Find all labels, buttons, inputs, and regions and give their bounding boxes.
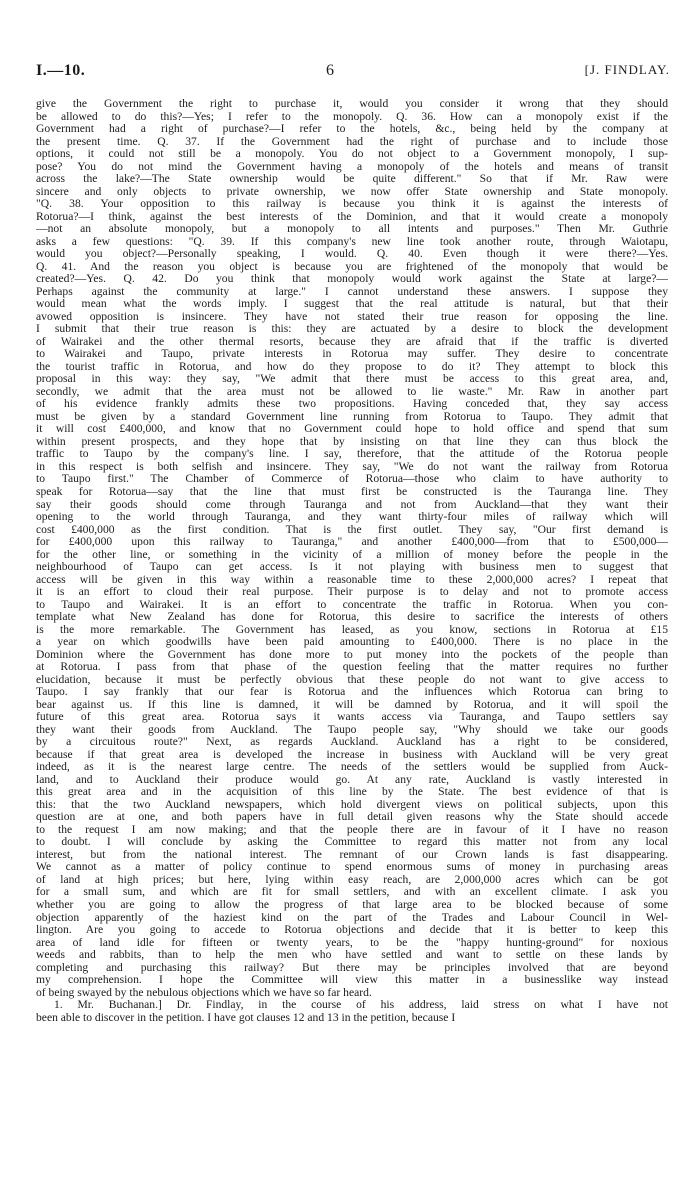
text-line: in this respect is both selfish and insincere. They say, "We do not want the railway from Rotorua	[36, 460, 668, 473]
text-line: of being swayed by the nebulous objections which we have so far heard.	[36, 986, 372, 999]
text-line: question are at one, and both papers have in full detail given reasons why the State should accede	[36, 811, 668, 824]
text-line: opening to the world through Tauranga, and they want thirty-four miles of railway which will	[36, 511, 668, 524]
text-line: Perhaps against the community at large." I cannot understand these answers. I suppose they	[36, 285, 668, 298]
text-line: sincere and only objects to private ownership, we now offer State ownership and State monopoly.	[36, 185, 668, 198]
text-line: bear against us. If this line is damned, it will be damned by Rotorua, and it will spoil the	[36, 698, 668, 711]
text-line: for a small sum, and which are fit for small settlers, and with an excellent climate. I ask you	[36, 886, 668, 899]
text-line: my comprehension. I hope the Committee will view this matter in a businesslike way instead	[36, 974, 668, 987]
text-line: lington. Are you going to accede to Rotorua objections and decide that it is better to keep this	[36, 924, 668, 937]
text-line: of land at high prices; but here, lying within easy reach, are 2,000,000 acres which can be got	[36, 873, 668, 886]
text-line: Dominion where the Government has done more to put money into the pockets of the people than	[36, 648, 668, 661]
text-line: options, it could not still be a monopoly. You do not object to a Government monopoly, I sup-	[36, 148, 668, 161]
text-line: whether you are going to allow the progress of that large area to be blocked because of some	[36, 899, 668, 911]
text-line: completing and purchasing this railway? But there may be principles involved that are beyond	[36, 961, 668, 974]
text-line: neighbourhood of Taupo can get access. Is it not playing with business men to suggest that	[36, 561, 668, 574]
text-line: because if that great area is developed the increase in business with Auckland will be very great	[36, 748, 668, 761]
text-line: asks a few questions: "Q. 39. If this company's new line took another route, through Waiotapu,	[36, 235, 668, 248]
text-line: would you object?—Personally speaking, I would. Q. 40. Even though it were there?—Yes.	[36, 248, 668, 261]
document-reference: I.—10.	[36, 62, 86, 79]
text-line: it is an effort to cloud their real purpose. Their purpose is to delay and not to promote access	[36, 586, 668, 599]
text-line: proposal in this way: they say, "We admit that there must be access to this great area, and,	[36, 373, 668, 386]
text-line: objection apparently of the haziest kind on the part of the Trades and Labour Council in Wel-	[36, 911, 668, 924]
text-line: it will cost £400,000, and know that no Government could hope to hold office and spend that sum	[36, 423, 668, 436]
text-line: to Taupo and Wairakei. It is an effort to concentrate the traffic in Rotorua. When you con-	[36, 598, 668, 611]
text-line: they want their goods from Auckland. The Taupo people say, "Why should we take our goods	[36, 723, 668, 736]
text-line: speak for Rotorua—say that the line that must first be constructed is the Tauranga line. They	[36, 485, 668, 498]
text-line: indeed, as it is the nearest large centre. The needs of the settlers would be supplied from Auck-	[36, 761, 668, 774]
text-line: secondly, we admit that the area must not be allowed to lie waste." Mr. Raw in another part	[36, 385, 668, 398]
text-line: weeds and rabbits, than to help the men who have settled and want to settle on these lands by	[36, 949, 668, 962]
text-line: for £400,000 upon this railway to Tauranga," and another £400,000—from that to £500,000—	[36, 536, 668, 549]
page-header	[36, 62, 670, 82]
text-line: future of this great area. Rotorua says it wants access via Tauranga, and Taupo settlers say	[36, 711, 668, 724]
text-line: pose? You do not mind the Government having a monopoly of the hotels and means of transit	[36, 160, 668, 173]
text-line: access will be given in this way within a reasonable time to these 2,000,000 acres? I repeat that	[36, 573, 668, 586]
text-line: to the request I am now making; and that the people there are in favour of it I have no reason	[36, 823, 668, 836]
body-text	[36, 98, 668, 1024]
text-line: Q. 41. And the reason you object is because you are frightened of the monopoly that would be	[36, 260, 668, 273]
text-line: this great area and in the acquisition of this line by the State. The best evidence of that is	[36, 786, 668, 799]
text-line: created?—Yes. Q. 42. Do you think that monopoly would work against the State at large?—	[36, 273, 668, 286]
text-line: this: that the two Auckland newspapers, which hold divergent views on political subjects, upon this	[36, 798, 668, 811]
text-line: give the Government the right to purchase it, would you consider it wrong that they should	[36, 98, 668, 110]
text-line: been able to discover in the petition. I have got clauses 12 and 13 in the petition, because I	[36, 1011, 456, 1024]
text-line: interest, but from the national interest. The remnant of our Crown lands is fast disappearing.	[36, 848, 668, 861]
text-line: the present time. Q. 37. If the Government had the right of purchase and to include those	[36, 135, 668, 148]
text-line: across the lake?—The State ownership would be quite different." So that if Mr. Raw were	[36, 173, 668, 186]
text-line: of Wairakei and the other thermal resorts, because they are afraid that if the traffic is diverted	[36, 335, 668, 348]
text-line: the tourist traffic in Rotorua, and how do they propose to do it? They attempt to block this	[36, 360, 668, 373]
text-line: Taupo. I say frankly that our fear is Rotorua and the influences which Rotorua can bring to	[36, 686, 668, 699]
text-line: would mean what the words imply. I suggest that the real attitude is natural, but that their	[36, 298, 668, 311]
text-line: to Taupo first." The Chamber of Commerce of Rotorua—those who claim to have authority to	[36, 473, 668, 486]
text-line: avowed opposition is insincere. They have not stated their true reason for opposing the line.	[36, 310, 668, 323]
text-line: 1. Mr. Buchanan.] Dr. Findlay, in the course of his address, laid stress on what I have not	[54, 999, 668, 1012]
text-line: traffic to Taupo by the company's line. I say, therefore, that the attitude of the Rotorua people	[36, 448, 668, 461]
page-number: 6	[326, 62, 334, 79]
text-line: to doubt. I will conclude by asking the Committee to regard this matter not from any local	[36, 836, 668, 849]
text-line: cost £400,000 as the first condition. That is the first outlet. They say, "Our first demand is	[36, 523, 668, 536]
text-line: We cannot as a matter of policy continue to spend enormous sums of money in purchasing areas	[36, 861, 668, 874]
text-line: elucidation, because it must be perfectly obvious that these people do not want to give access to	[36, 673, 668, 686]
text-line: by a circuitous route?" Next, as regards Auckland. Auckland has a right to be considered,	[36, 736, 668, 749]
text-line: area of land idle for fifteen or twenty years, to be the "happy hunting-ground" for noxious	[36, 936, 668, 949]
text-line: say their goods should come through Tauranga and not from Auckland—that they want their	[36, 498, 668, 511]
text-line: at Rotorua. I pass from that phase of the question feeling that the matter requires no further	[36, 661, 668, 674]
speaker-name: [J. FINDLAY.	[584, 62, 670, 77]
text-line: of his evidence frankly admits these two propositions. Having conceded that, they say access	[36, 398, 668, 411]
text-line: "Q. 38. Your opposition to this railway is because you think it is against the interests of	[36, 198, 668, 211]
text-line: for the other line, or something in the vicinity of a million of money before the people in the	[36, 548, 668, 561]
text-line: template what New Zealand has done for Rotorua, this desire to sacrifice the interests of others	[36, 611, 668, 624]
text-line: be allowed to do this?—Yes; I refer to the monopoly. Q. 36. How can a monopoly exist if the	[36, 110, 668, 123]
text-line: Government had a right of purchase?—I refer to the hotels, &c., being held by the company at	[36, 123, 668, 136]
text-line: to Wairakei and Taupo, private interests in Rotorua may suffer. They desire to concentrate	[36, 348, 668, 361]
text-line: land, and to Auckland their produce would go. At any rate, Auckland is vastly interested in	[36, 773, 668, 786]
text-line: I submit that their true reason is this: they are actuated by a desire to block the development	[36, 323, 668, 336]
text-line: Rotorua?—I think, against the best interests of the Dominion, and that it would create a monopoly	[36, 210, 668, 223]
text-line: must be given by a standard Government line running from Rotorua to Taupo. They admit that	[36, 410, 668, 423]
text-line: is the more remarkable. The Government has leased, as you know, sections in Rotorua at £15	[36, 623, 668, 636]
text-line: a year on which goodwills have been paid amounting to £400,000. There is no place in the	[36, 636, 668, 649]
text-line: within present prospects, and they hope that by insisting on that line they can thus block the	[36, 435, 668, 448]
text-line: —not an absolute monopoly, but a monopoly to all intents and purposes." Then Mr. Guthrie	[36, 223, 668, 236]
